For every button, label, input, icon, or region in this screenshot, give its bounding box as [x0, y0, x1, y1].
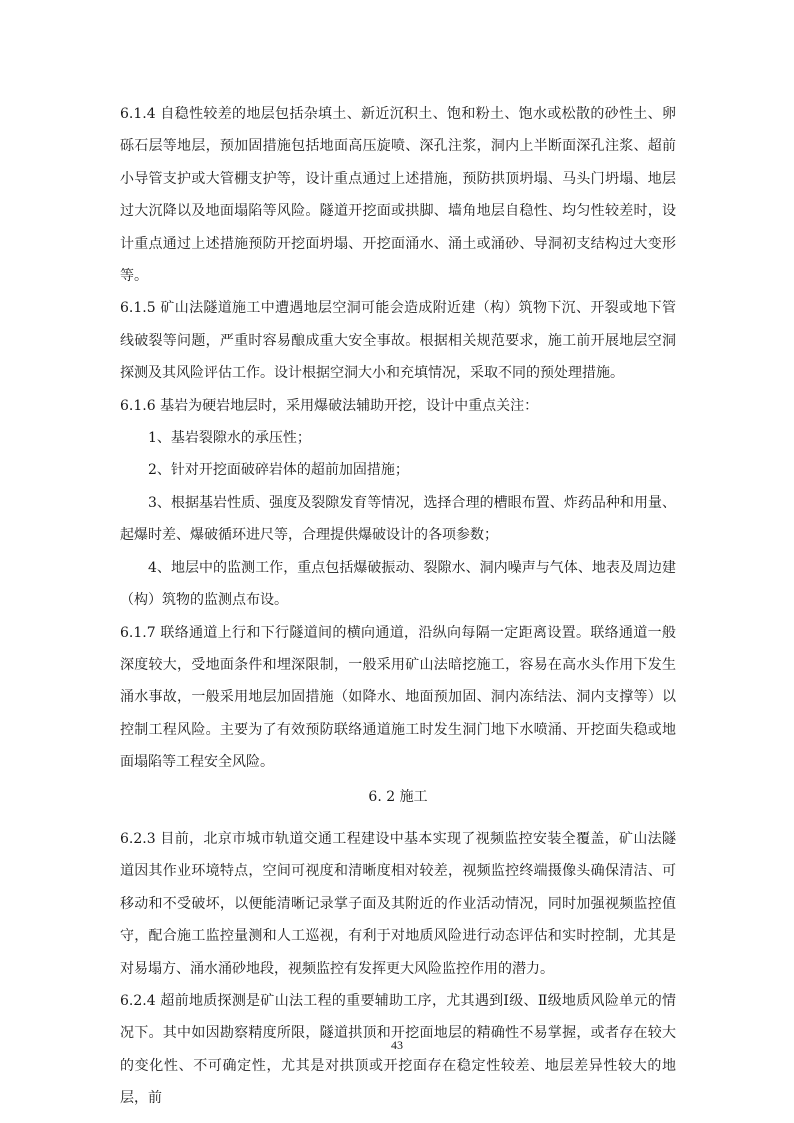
paragraph-6-2-4: 6.2.4 超前地质探测是矿山法工程的重要辅助工序，尤其遇到Ⅰ级、Ⅱ级地质风险单元的情况下。其中如因勘察精度所限，隧道拱顶和开挖面地层的精确性不易掌握，或者存在较大的变化性、不可确定性，尤其是对拱顶或开挖面存在稳定性较差、地层差异性较大的地层，前 [120, 992, 676, 1107]
list-item-2: 2、针对开挖面破碎岩体的超前加固措施； [148, 462, 409, 479]
paragraph-6-1-4: 6.1.4 自稳性较差的地层包括杂填土、新近沉积土、饱和粉土、饱水或松散的砂性土、卵砾石层等地层，预加固措施包括地面高压旋喷、深孔注浆，洞内上半断面深孔注浆、超前小导管支护或大管棚支护等，设计重点通过上述措施，预防拱顶坍塌、马头门坍塌、地层过大沉降以及地面塌陷等风险。隧道开挖面或拱脚、墙角地层自稳性、均匀性较差时，设计重点通过上述措施预防开挖面坍塌、开挖面涌水、涌土或涌砂、导洞初支结构过大变形等。 [120, 106, 676, 285]
page-body [120, 98, 676, 1115]
page-number: 43 [391, 1038, 403, 1052]
paragraph-6-1-7: 6.1.7 联络通道上行和下行隧道间的横向通道，沿纵向每隔一定距离设置。联络通道一般深度较大，受地面条件和埋深限制，一般采用矿山法暗挖施工，容易在高水头作用下发生涌水事故，一般采用地层加固措施（如降水、地面预加固、洞内冻结法、洞内支撑等）以控制工程风险。主要为了有效预防联络通道施工时发生洞门地下水喷涌、开挖面失稳或地面塌陷等工程安全风险。 [120, 624, 676, 771]
list-item-3: 3、根据基岩性质、强度及裂隙发育等情况，选择合理的槽眼布置、炸药品种和用量、起爆时差、爆破循环进尺等，合理提供爆破设计的各项参数； [120, 494, 676, 544]
section-heading: 6. 2 施工 [368, 788, 428, 805]
list-item-4: 4、地层中的监测工作，重点包括爆破振动、裂隙水、洞内噪声与气体、地表及周边建（构）筑物的监测点布设。 [120, 559, 676, 609]
list-item-1: 1、基岩裂隙水的承压性； [148, 430, 311, 447]
paragraph-6-1-5: 6.1.5 矿山法隧道施工中遭遇地层空洞可能会造成附近建（构）筑物下沉、开裂或地下管线破裂等问题，严重时容易酿成重大安全事故。根据相关规范要求，施工前开展地层空洞探测及其风险评估工作。设计根据空洞大小和充填情况，采取不同的预处理措施。 [120, 300, 676, 382]
paragraph-6-1-6: 6.1.6 基岩为硬岩地层时，采用爆破法辅助开挖，设计中重点关注： [120, 397, 539, 414]
paragraph-6-2-3: 6.2.3 目前，北京市城市轨道交通工程建设中基本实现了视频监控安装全覆盖，矿山法隧道因其作业环境特点，空间可视度和清晰度相对较差，视频监控终端摄像头确保清洁、可移动和不受破坏，以便能清晰记录掌子面及其附近的作业活动情况，同时加强视频监控值守，配合施工监控量测和人工巡视，有利于对地质风险进行动态评估和实时控制，尤其是对易塌方、涌水涌砂地段，视频监控有发挥更大风险监控作用的潜力。 [120, 830, 676, 977]
